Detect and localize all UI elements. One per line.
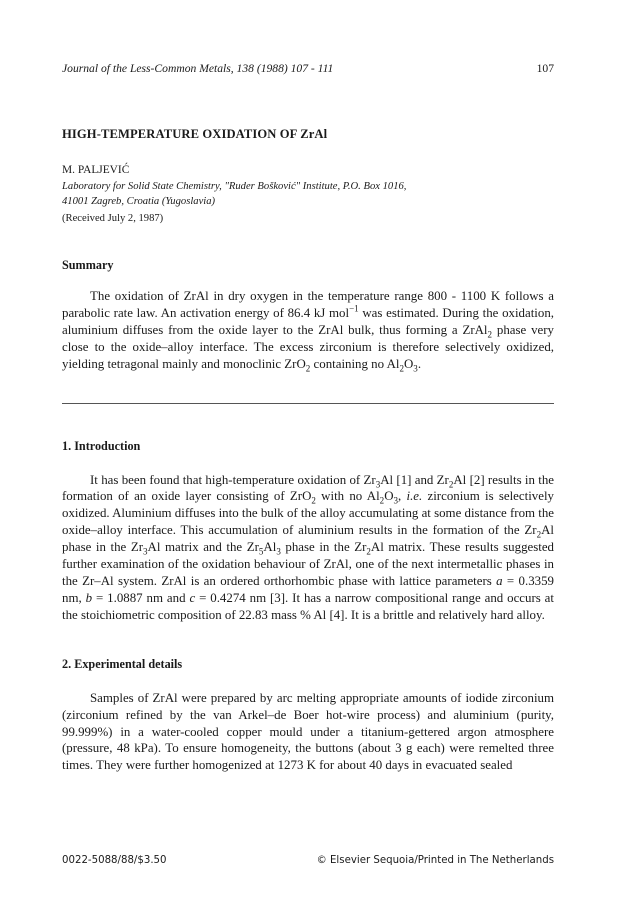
author-affiliation [62,180,554,209]
summary-heading: Summary [62,258,114,272]
author-name: M. PALJEVIĆ [62,164,130,176]
page-footer [62,855,554,866]
affiliation-line-1: Laboratory for Solid State Chemistry, "Ruder Bošković" Institute, P.O. Box 1016, [62,181,407,192]
running-header [62,62,554,76]
introduction-paragraph: It has been found that high-temperature oxidation of $Zr_3Al$ [1] and $Zr_2Al$ [2] results in the formation of an oxide layer consisting of ZrO$_2$ with no $Al_2O_3$, i.e. zirconium is selectively oxidized. Aluminium diffuses into the bulk of the alloy accumulating at some distance from the oxide–alloy interface. This accumulation of aluminium results in the formation of the $Zr_2Al$ phase in the $Zr_3Al$ matrix and the $Zr_5Al_3$ phase in the $Zr_2Al$ matrix. These results suggested further examination of the oxidation behaviour of ZrAl, one of the next intermetallic phases in the Zr–Al system. ZrAl is an ordered orthorhombic phase with lattice parameters a = 0.3359 nm, b = 1.0887 nm and c = 0.4274 nm [3]. It has a narrow compositional range and occurs at the stoichiometric composition of 22.83 mass % Al [4]. It is a brittle and relatively hard alloy. [62,472,555,622]
received-date: (Received July 2, 1987) [62,213,164,224]
issn-price-code: 0022-5088/88/$3.50 [62,855,167,866]
article-title: HIGH-TEMPERATURE OXIDATION OF ZrAl [62,127,328,141]
affiliation-line-2: 41001 Zagreb, Croatia (Yugoslavia) [62,195,216,207]
experimental-paragraph: Samples of ZrAl were prepared by arc melting appropriate amounts of iodide zirconium (zirconium refined by the van Arkel–de Boer hot-wire process) and aluminium (purity, 99.999%) in a water-cooled copper mould under a titanium-gettered argon atmosphere (pressure, 48 kPa). To ensure homogeneity, the buttons (about 3 g each) were remelted three times. They were further homogenized at 1273 K for about 40 days in evacuated sealed [62,690,554,773]
introduction-heading: 1. Introduction [62,438,141,453]
page-number: 107 [536,62,554,75]
summary-paragraph: The oxidation of ZrAl in dry oxygen in the temperature range 800 - 1100 K follows a parabolic rate law. An activation energy of 86.4 kJ mol$^{-1}$ was estimated. During the oxidation, aluminium diffuses from the oxide layer to the ZrAl bulk, thus forming a ZrAl$_2$ phase very close to the oxide–alloy interface. The excess zirconium is therefore selectively oxidized, yielding tetragonal mainly and monoclinic ZrO$_2$ containing no $Al_2O_3$. [62,289,554,374]
journal-citation: Journal of the Less-Common Metals, 138 (1988) 107 - 111 [62,62,334,75]
experimental-heading: 2. Experimental details [62,656,183,671]
publisher-notice: © Elsevier Sequoia/Printed in The Netherlands [316,855,554,866]
article-page [62,62,554,774]
section-divider [62,403,554,404]
